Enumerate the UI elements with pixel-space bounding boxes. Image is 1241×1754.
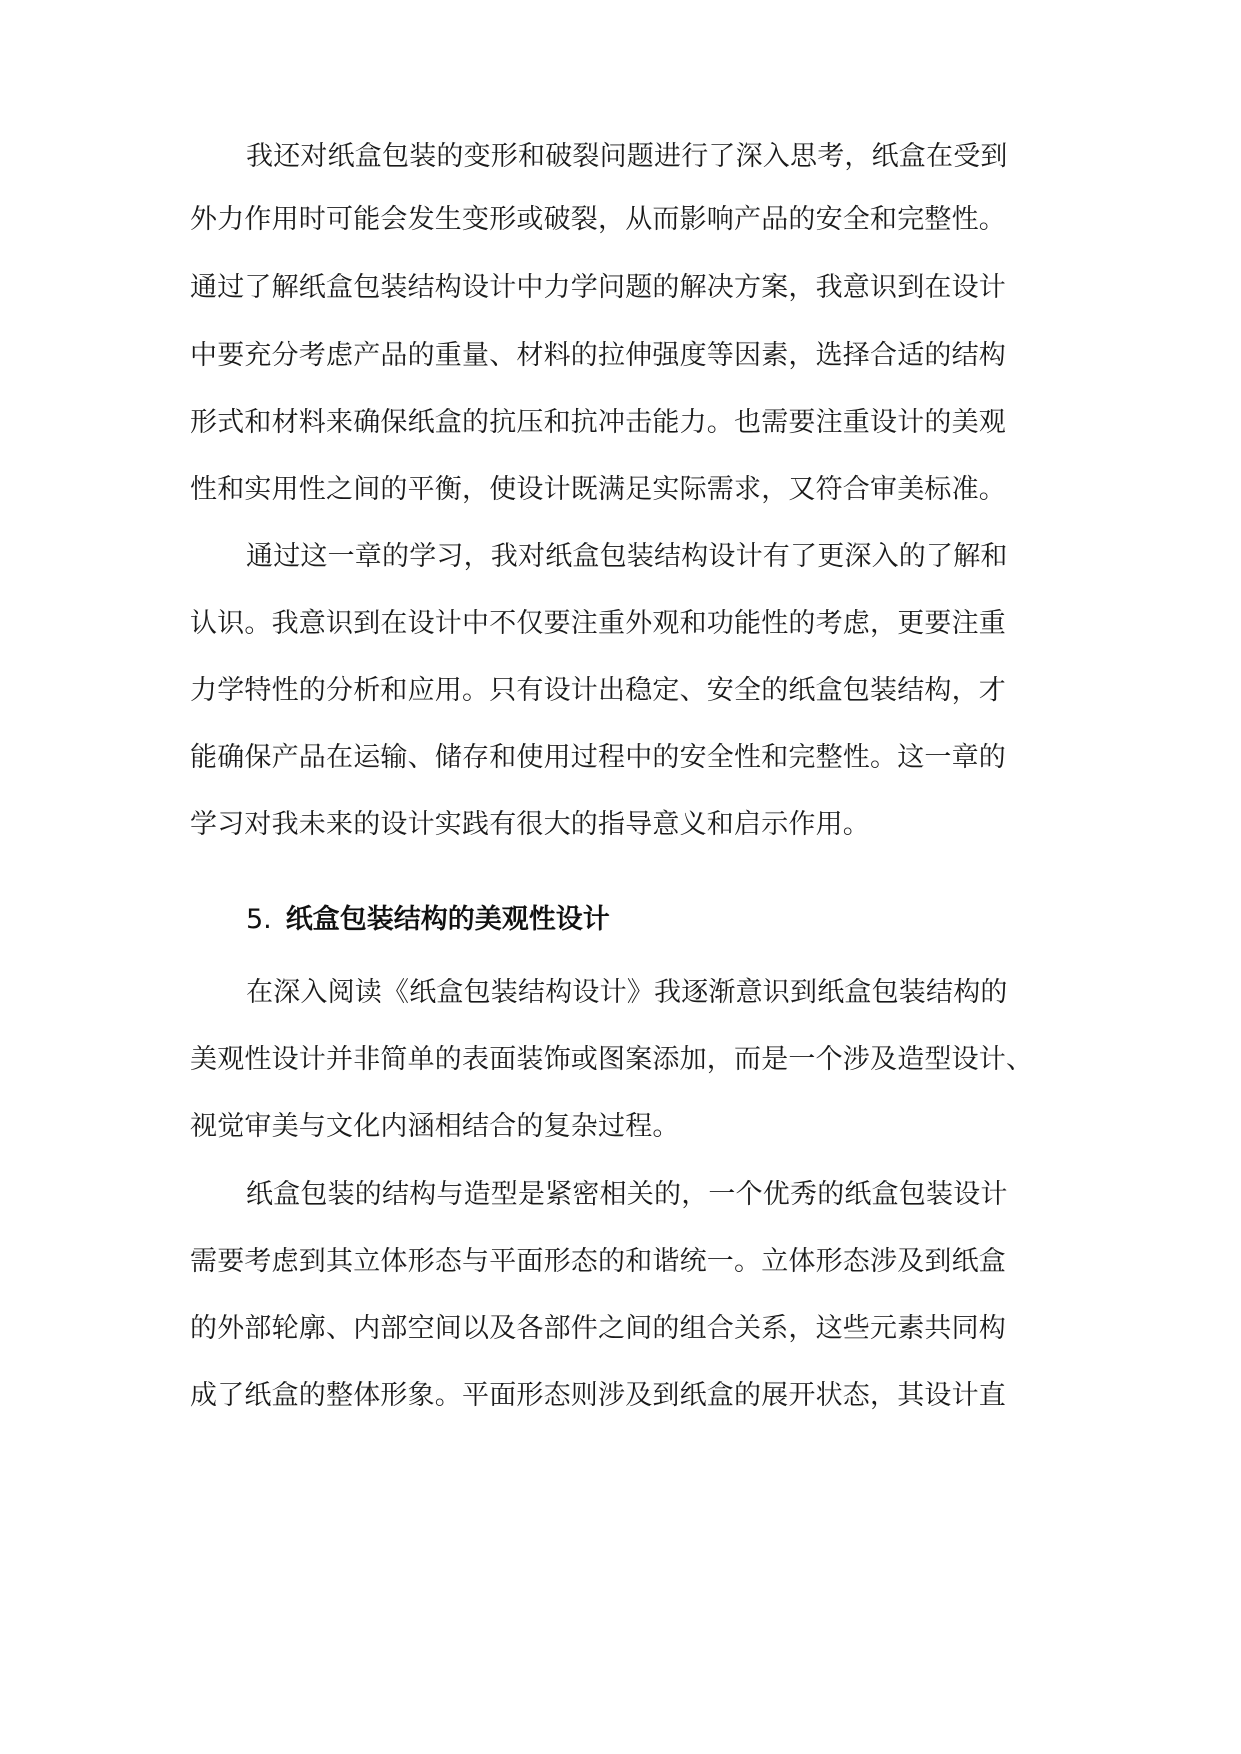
paragraph-3-line-1: 在深入阅读《纸盒包装结构设计》我逐渐意识到纸盒包装结构的: [246, 977, 1008, 1008]
paragraph-2-line-2: 认识。我意识到在设计中不仅要注重外观和功能性的考虑，更要注重: [190, 608, 1006, 639]
paragraph-4-line-4: 成了纸盒的整体形象。平面形态则涉及到纸盒的展开状态，其设计直: [190, 1380, 1006, 1411]
paragraph-1-line-5: 形式和材料来确保纸盒的抗压和抗冲击能力。也需要注重设计的美观: [190, 407, 1006, 438]
paragraph-3-line-3: 视觉审美与文化内涵相结合的复杂过程。: [190, 1111, 680, 1142]
paragraph-4-line-1: 纸盒包装的结构与造型是紧密相关的，一个优秀的纸盒包装设计: [246, 1179, 1008, 1210]
paragraph-3-line-2: 美观性设计并非简单的表面装饰或图案添加，而是一个涉及造型设计、: [190, 1044, 1034, 1075]
paragraph-2-line-1: 通过这一章的学习，我对纸盒包装结构设计有了更深入的了解和: [246, 541, 1008, 572]
paragraph-1-line-2: 外力作用时可能会发生变形或破裂，从而影响产品的安全和完整性。: [190, 204, 1006, 235]
section-heading: [246, 900, 1046, 940]
paragraph-1-line-1: 我还对纸盒包装的变形和破裂问题进行了深入思考，纸盒在受到: [246, 141, 1008, 172]
paragraph-1-line-4: 中要充分考虑产品的重量、材料的拉伸强度等因素，选择合适的结构: [190, 340, 1006, 371]
paragraph-2-line-5: 学习对我未来的设计实践有很大的指导意义和启示作用。: [190, 809, 870, 840]
paragraph-2-line-3: 力学特性的分析和应用。只有设计出稳定、安全的纸盒包装结构，才: [190, 675, 1006, 706]
section-title: 纸盒包装结构的美观性设计: [285, 904, 610, 935]
paragraph-1-line-3: 通过了解纸盒包装结构设计中力学问题的解决方案，我意识到在设计: [190, 272, 1006, 303]
paragraph-4-line-2: 需要考虑到其立体形态与平面形态的和谐统一。立体形态涉及到纸盒: [190, 1246, 1006, 1277]
paragraph-2-line-4: 能确保产品在运输、储存和使用过程中的安全性和完整性。这一章的: [190, 742, 1006, 773]
paragraph-1-line-6: 性和实用性之间的平衡，使设计既满足实际需求，又符合审美标准。: [190, 474, 1006, 505]
paragraph-4-line-3: 的外部轮廓、内部空间以及各部件之间的组合关系，这些元素共同构: [190, 1313, 1006, 1344]
section-number: 5.: [246, 904, 272, 935]
